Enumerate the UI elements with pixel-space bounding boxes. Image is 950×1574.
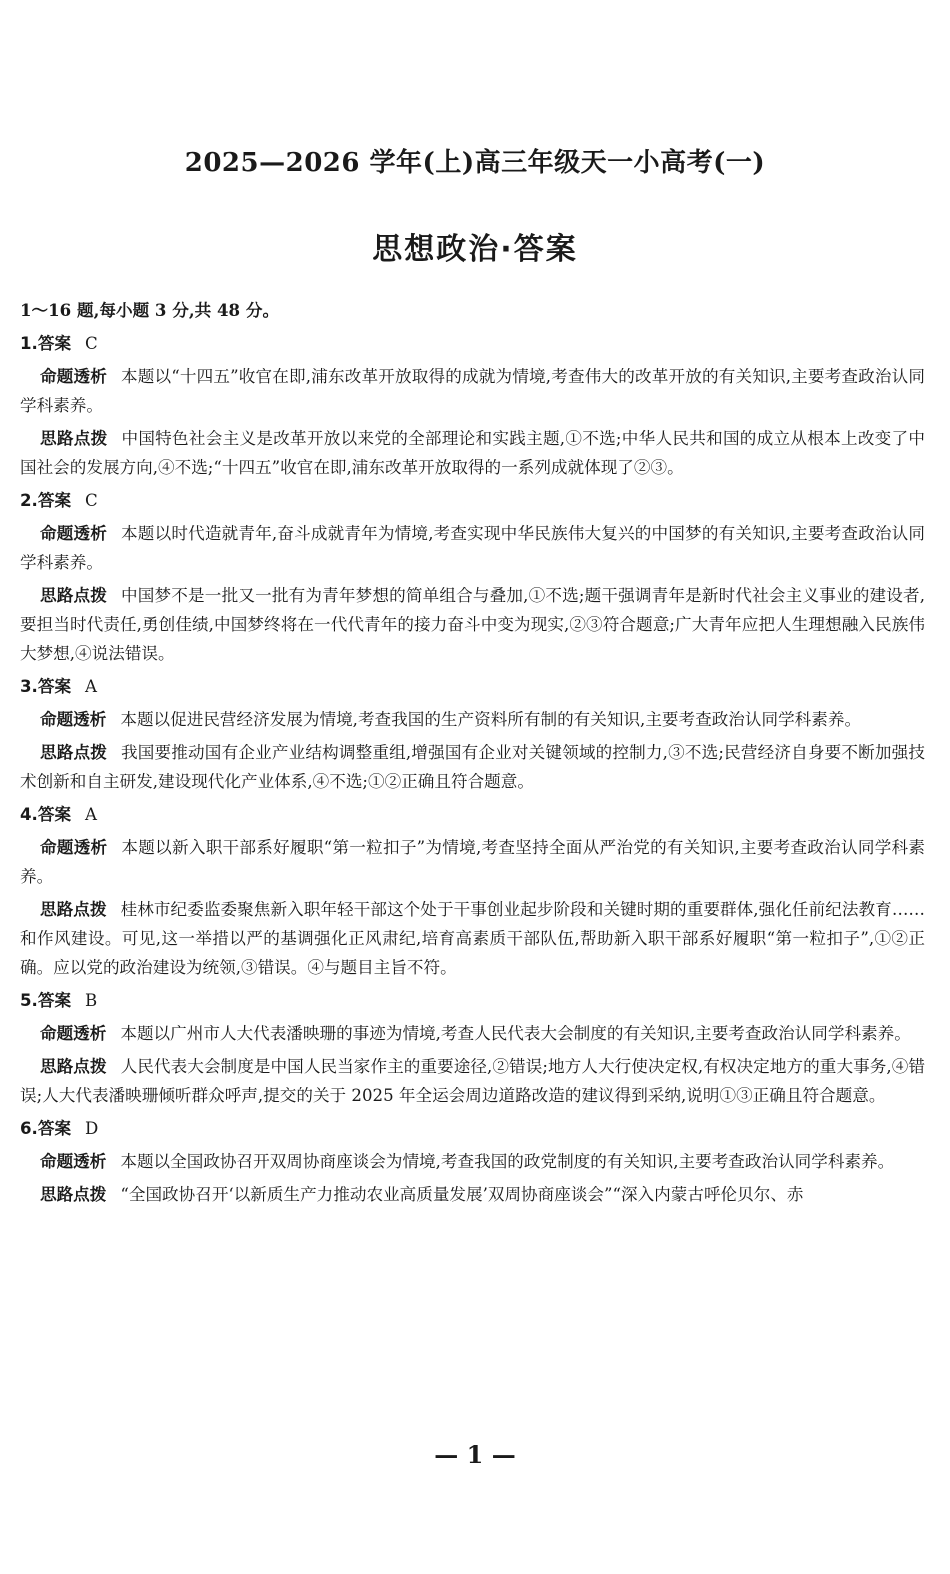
answer-choice: B xyxy=(85,991,98,1010)
answer-label: 答案 xyxy=(37,805,72,824)
analysis-label: 命题透析 xyxy=(40,524,108,543)
answer-label: 答案 xyxy=(37,1119,72,1138)
hint-paragraph xyxy=(20,424,925,482)
question-header xyxy=(20,800,925,829)
hint-text: 我国要推动国有企业产业结构调整重组,增强国有企业对关键领域的控制力,③不选;民营经济自身要不断加强技术创新和自主研发,建设现代化产业体系,④不选;①②正确且符合题意。 xyxy=(20,743,926,791)
analysis-text: 本题以促进民营经济发展为情境,考查我国的生产资料所有制的有关知识,主要考查政治认同学科素养。 xyxy=(120,710,862,729)
hint-text: 中国特色社会主义是改革开放以来党的全部理论和实践主题,①不选;中华人民共和国的成立从根本上改变了中国社会的发展方向,④不选;“十四五”收官在即,浦东改革开放取得的一系列成就体现了②③。 xyxy=(20,429,926,477)
analysis-label: 命题透析 xyxy=(40,710,107,729)
question-number: 6. xyxy=(20,1119,38,1138)
hint-label: 思路点拨 xyxy=(40,1185,107,1204)
hint-label: 思路点拨 xyxy=(40,586,108,605)
analysis-paragraph xyxy=(20,1019,925,1048)
analysis-paragraph xyxy=(20,833,925,891)
hint-paragraph xyxy=(20,581,925,668)
analysis-paragraph xyxy=(20,1147,925,1176)
answer-label: 答案 xyxy=(37,991,72,1010)
hint-paragraph xyxy=(20,1180,925,1209)
analysis-label: 命题透析 xyxy=(40,367,108,386)
hint-label: 思路点拨 xyxy=(40,1057,107,1076)
answer-choice: D xyxy=(85,1119,99,1138)
answer-choice: C xyxy=(85,334,98,353)
analysis-label: 命题透析 xyxy=(40,1024,107,1043)
analysis-paragraph xyxy=(20,705,925,734)
question-header xyxy=(20,486,925,515)
analysis-paragraph xyxy=(20,519,925,577)
answer-choice: A xyxy=(85,677,98,696)
analysis-label: 命题透析 xyxy=(40,1152,107,1171)
hint-text: 人民代表大会制度是中国人民当家作主的重要途径,②错误;地方人大行使决定权,有权决定地方的重大事务,④错误;人大代表潘映珊倾听群众呼声,提交的关于 2025 年全运会周边道路改造的建议得到采纳,说明①③正确且符合题意。 xyxy=(20,1057,925,1105)
analysis-label: 命题透析 xyxy=(40,838,108,857)
hint-label: 思路点拨 xyxy=(40,900,107,919)
page-number: — 1 — xyxy=(434,1440,516,1469)
analysis-text: 本题以“十四五”收官在即,浦东改革开放取得的成就为情境,考查伟大的改革开放的有关知识,主要考查政治认同学科素养。 xyxy=(20,367,926,415)
analysis-text: 本题以广州市人大代表潘映珊的事迹为情境,考查人民代表大会制度的有关知识,主要考查政治认同学科素养。 xyxy=(120,1024,911,1043)
answer-choice: C xyxy=(85,491,98,510)
hint-paragraph xyxy=(20,738,925,796)
hint-text: “全国政协召开‘以新质生产力推动农业高质量发展’双周协商座谈会”“深入内蒙古呼伦贝尔、赤 xyxy=(120,1185,804,1204)
hint-paragraph xyxy=(20,895,925,982)
analysis-text: 本题以时代造就青年,奋斗成就青年为情境,考查实现中华民族伟大复兴的中国梦的有关知识,主要考查政治认同学科素养。 xyxy=(20,524,925,572)
answer-label: 答案 xyxy=(37,491,72,510)
analysis-text: 本题以全国政协召开双周协商座谈会为情境,考查我国的政党制度的有关知识,主要考查政治认同学科素养。 xyxy=(120,1152,895,1171)
answer-label: 答案 xyxy=(37,677,72,696)
hint-text: 桂林市纪委监委聚焦新入职年轻干部这个处于干事创业起步阶段和关键时期的重要群体,强化任前纪法教育……和作风建设。可见,这一举措以严的基调强化正风肃纪,培育高素质干部队伍,帮助新入职干部系好履职“第一粒扣子”,①②正确。应以党的政治建设为统领,③错误。④与题目主旨不符。 xyxy=(20,900,926,977)
question-header xyxy=(20,986,925,1015)
hint-label: 思路点拨 xyxy=(40,429,108,448)
hint-label: 思路点拨 xyxy=(40,743,108,762)
answer-choice: A xyxy=(85,805,98,824)
hint-paragraph xyxy=(20,1052,925,1110)
page-title: 2025—2026 学年(上)高三年级天一小高考(一) xyxy=(184,148,766,178)
hint-text: 中国梦不是一批又一批有为青年梦想的简单组合与叠加,①不选;题干强调青年是新时代社会主义事业的建设者,要担当时代责任,勇创佳绩,中国梦终将在一代代青年的接力奋斗中变为现实,②③符合题意;广大青年应把人生理想融入民族伟大梦想,④说法错误。 xyxy=(20,586,926,663)
question-header xyxy=(20,672,925,701)
section-intro: 1～16 题,每小题 3 分,共 48 分。 xyxy=(20,300,280,320)
answer-content xyxy=(20,296,925,1213)
question-number: 5. xyxy=(20,991,38,1010)
question-number: 1. xyxy=(20,334,38,353)
question-header xyxy=(20,1114,925,1143)
analysis-paragraph xyxy=(20,362,925,420)
page-subtitle: 思想政治·答案 xyxy=(372,232,578,267)
question-header xyxy=(20,329,925,358)
question-number: 2. xyxy=(20,491,38,510)
analysis-text: 本题以新入职干部系好履职“第一粒扣子”为情境,考查坚持全面从严治党的有关知识,主要考查政治认同学科素养。 xyxy=(20,838,926,886)
question-number: 4. xyxy=(20,805,38,824)
question-number: 3. xyxy=(20,677,38,696)
answer-label: 答案 xyxy=(37,334,72,353)
